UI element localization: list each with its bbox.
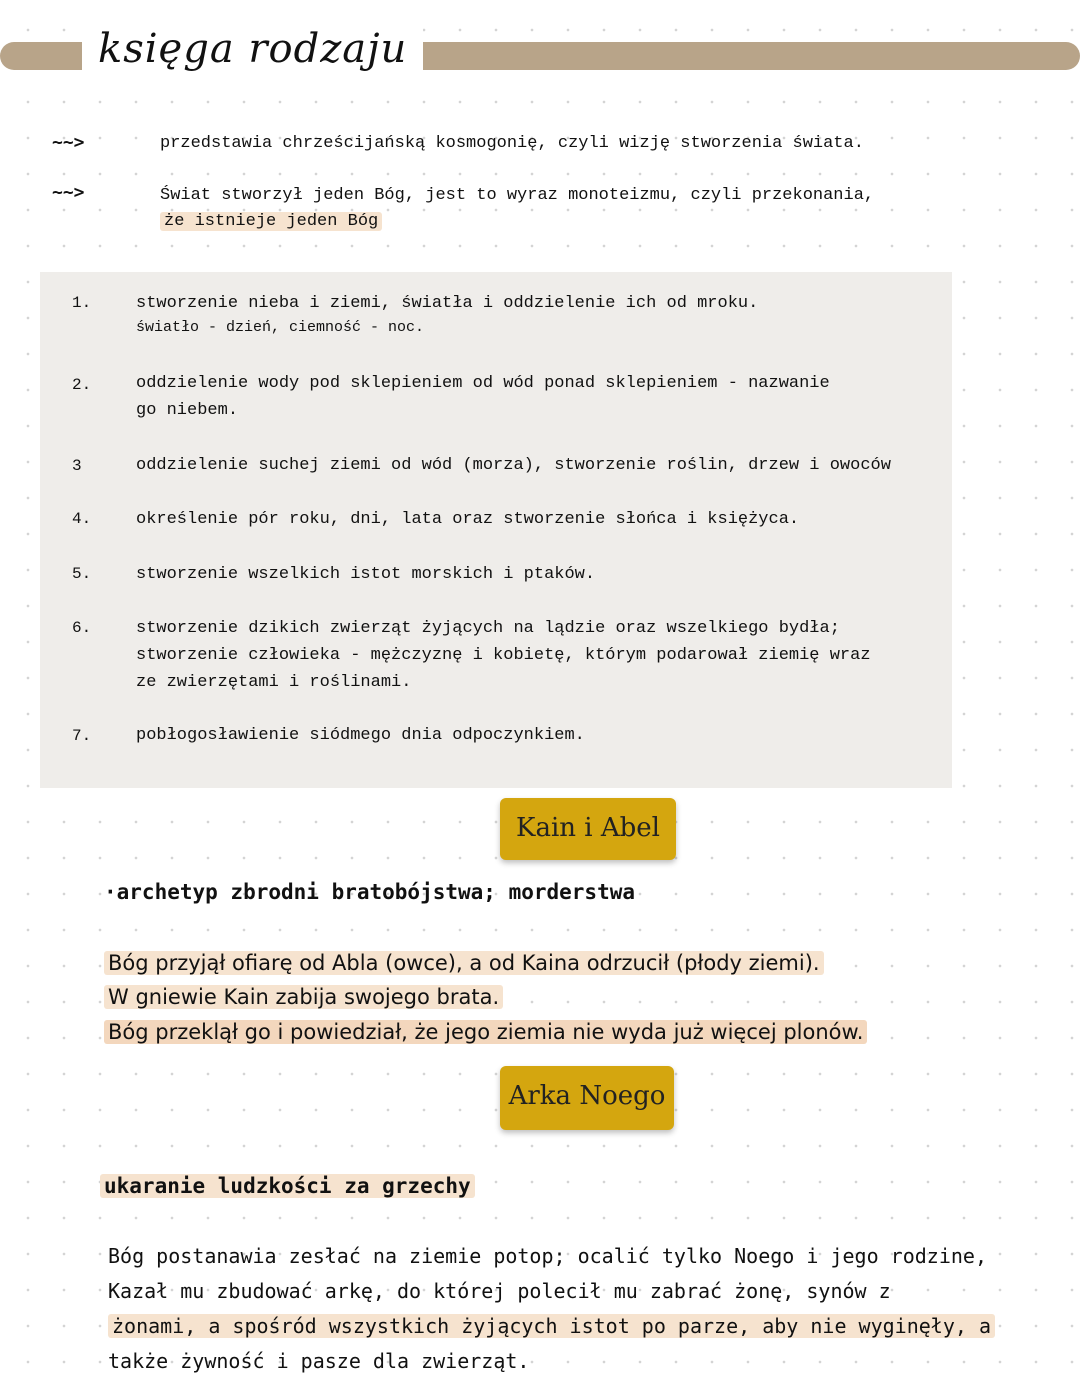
arka-line-1-text: Bóg postanawia zesłać na ziemie potop; ocalić tylko Noego i jego rodzine, xyxy=(108,1244,987,1268)
day-item xyxy=(136,561,916,588)
kain-abel-button: Kain i Abel xyxy=(500,798,676,860)
day-number: 5. xyxy=(72,565,92,583)
arka-noego-button: Arka Noego xyxy=(500,1066,674,1130)
kain-archetype xyxy=(104,880,635,904)
day-number: 1. xyxy=(72,294,92,312)
day-line: go niebem. xyxy=(136,401,239,420)
kain-archetype-text: ·archetyp zbrodni bratobójstwa; morderstwa xyxy=(104,880,636,904)
arka-heading xyxy=(100,1174,475,1198)
page-title: księga rodzaju xyxy=(82,18,423,80)
intro-line-2b-text: że istnieje jeden Bóg xyxy=(160,212,382,231)
day-number: 7. xyxy=(72,727,92,745)
day-item xyxy=(136,370,916,424)
arka-line-2-text: Kazał mu zbudować arkę, do której polecił mu zabrać żonę, synów z xyxy=(108,1279,891,1303)
kain-line-1-text: Bóg przyjął ofiarę od Abla (owce), a od Kaina odrzucił (płody ziemi). xyxy=(104,951,824,975)
arka-line-4 xyxy=(108,1349,529,1373)
squiggle-arrow-icon: ~~> xyxy=(52,182,85,203)
day-line: określenie pór roku, dni, lata oraz stworzenie słońca i księżyca. xyxy=(136,510,800,529)
kain-line-3-text: Bóg przeklął go i powiedział, że jego ziemia nie wyda już więcej plonów. xyxy=(104,1020,867,1044)
day-number: 2. xyxy=(72,376,92,394)
kain-line-2-text: W gniewie Kain zabija swojego brata. xyxy=(104,985,503,1009)
day-item xyxy=(136,615,916,696)
day-item xyxy=(136,722,916,749)
arka-line-3-text: żonami, a spośród wszystkich żyjących istot po parze, aby nie wyginęły, a xyxy=(108,1314,995,1338)
arka-line-4-text: także żywność i pasze dla zwierząt. xyxy=(108,1349,530,1373)
day-item xyxy=(136,452,916,479)
kain-line-1 xyxy=(104,951,824,975)
kain-line-3 xyxy=(104,1020,867,1044)
day-number: 6. xyxy=(72,619,92,637)
day-line: światło - dzień, ciemność - noc. xyxy=(136,319,425,336)
kain-line-2 xyxy=(104,985,503,1009)
day-line: stworzenie człowieka - mężczyznę i kobietę, którym podarował ziemię wraz xyxy=(136,646,871,665)
squiggle-arrow-icon: ~~> xyxy=(52,132,85,153)
day-line: oddzielenie suchej ziemi od wód (morza), stworzenie roślin, drzew i owoców xyxy=(136,456,891,475)
day-line: stworzenie nieba i ziemi, światła i oddzielenie ich od mroku. xyxy=(136,294,759,313)
day-line: pobłogosławienie siódmego dnia odpoczynkiem. xyxy=(136,726,585,745)
intro-line-2: Świat stworzył jeden Bóg, jest to wyraz monoteizmu, czyli przekonania, xyxy=(160,186,875,205)
arka-line-1 xyxy=(108,1244,987,1268)
arka-heading-text: ukaranie ludzkości za grzechy xyxy=(100,1174,475,1198)
day-number: 4. xyxy=(72,510,92,528)
day-line: ze zwierzętami i roślinami. xyxy=(136,673,412,692)
day-line: stworzenie wszelkich istot morskich i ptaków. xyxy=(136,565,596,584)
day-line: stworzenie dzikich zwierząt żyjących na lądzie oraz wszelkiego bydła; xyxy=(136,619,840,638)
day-number: 3 xyxy=(72,457,82,475)
arka-line-2 xyxy=(108,1279,891,1303)
header-bar-right xyxy=(346,42,1080,70)
intro-line-1: przedstawia chrześcijańską kosmogonię, czyli wizję stworzenia świata. xyxy=(160,134,864,153)
day-line: oddzielenie wody pod sklepieniem od wód ponad sklepieniem - nazwanie xyxy=(136,374,830,393)
day-item xyxy=(136,290,916,339)
arka-line-3 xyxy=(108,1314,995,1338)
intro-line-2b xyxy=(160,212,382,231)
day-item xyxy=(136,506,916,533)
